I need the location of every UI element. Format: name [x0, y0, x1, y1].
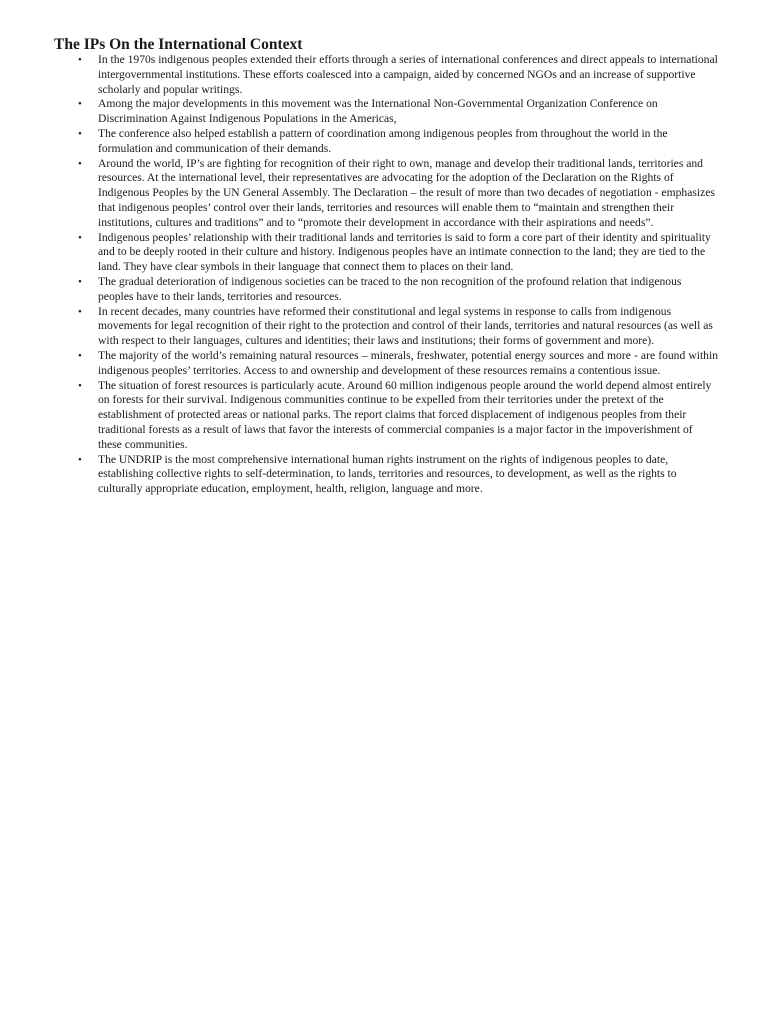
- bullet-icon: •: [78, 305, 82, 318]
- bullet-icon: •: [78, 349, 82, 362]
- bullet-item: [78, 305, 718, 349]
- bullet-icon: •: [78, 54, 82, 66]
- bullet-text: In the 1970s indigenous peoples extended their efforts through a series of international conferences and direct appeals to international intergovernmental institutions. These efforts coalesced into a campaign, aided by concerned NGOs and an increase of supportive scholarly and popular writings.: [98, 53, 718, 96]
- bullet-item: [78, 97, 718, 127]
- bullet-text: Indigenous peoples’ relationship with their traditional lands and territories is said to form a core part of their identity and spirituality and to be deeply rooted in their culture and history. Indigenous peoples have an intimate connection to the land; they are tied to the land. They have clear symbols in their language that connect them to places on their land.: [98, 230, 711, 274]
- bullet-item: [78, 453, 718, 497]
- bullet-text: Around the world, IP’s are fighting for recognition of their right to own, manage and develop their traditional lands, territories and resources. At the international level, their representatives are advocating for the adoption of the Declaration on the Rights of Indigenous Peoples by the UN General Assembly. The Declaration – the result of more than two decades of negotiation - emphasizes that indigenous peoples’ control over their lands, territories and resources will enable them to “maintain and strengthen their institutions, cultures and traditions” and to “promote their development in accordance with their aspirations and needs”.: [98, 156, 715, 229]
- document-heading: The IPs On the International Context: [54, 36, 303, 53]
- bullet-item: [78, 157, 718, 231]
- bullet-icon: •: [78, 157, 82, 170]
- bullet-icon: •: [78, 127, 82, 140]
- bullet-item: [78, 53, 718, 97]
- bullet-item: [78, 349, 718, 379]
- bullet-icon: •: [78, 379, 82, 392]
- bullet-item: [78, 275, 718, 305]
- bullet-text: Among the major developments in this movement was the International Non-Governmental Organization Conference on Discrimination Against Indigenous Populations in the Americas,: [98, 97, 658, 126]
- bullet-item: [78, 127, 718, 157]
- bullet-text: The majority of the world’s remaining natural resources – minerals, freshwater, potential energy sources and more - are found within indigenous peoples’ territories. Access to and ownership and development of these resources remains a contentious issue.: [98, 348, 718, 377]
- bullet-text: The UNDRIP is the most comprehensive international human rights instrument on the rights of indigenous peoples to date, establishing collective rights to self-determination, to lands, territories and resources, to development, as well as the rights to culturally appropriate education, employment, health, religion, language and more.: [98, 452, 677, 496]
- bullet-icon: •: [78, 275, 82, 288]
- bullet-text: The gradual deterioration of indigenous societies can be traced to the non recognition of the profound relation that indigenous peoples have to their lands, territories and resources.: [98, 274, 682, 303]
- bullet-list: [78, 53, 718, 497]
- bullet-icon: •: [78, 453, 82, 466]
- bullet-icon: •: [78, 231, 82, 244]
- bullet-icon: •: [78, 98, 82, 111]
- bullet-text: The conference also helped establish a pattern of coordination among indigenous peoples from throughout the world in the formulation and communication of their demands.: [98, 126, 668, 155]
- bullet-text: In recent decades, many countries have reformed their constitutional and legal systems in response to calls from indigenous movements for legal recognition of their right to the protection and control of their lands, territories and natural resources (as well as with respect to their languages, cultures and identities; their laws and institutions; their forms of government and more).: [98, 304, 713, 348]
- bullet-item: [78, 379, 718, 453]
- bullet-text: The situation of forest resources is particularly acute. Around 60 million indigenous people around the world depend almost entirely on forests for their survival. Indigenous communities continue to be expelled from their territories under the pretext of the establishment of protected areas or national parks. The report claims that forced displacement of indigenous peoples from their traditional forests as a result of laws that favor the interests of commercial companies is a major factor in the impoverishment of these communities.: [98, 378, 712, 451]
- bullet-item: [78, 231, 718, 275]
